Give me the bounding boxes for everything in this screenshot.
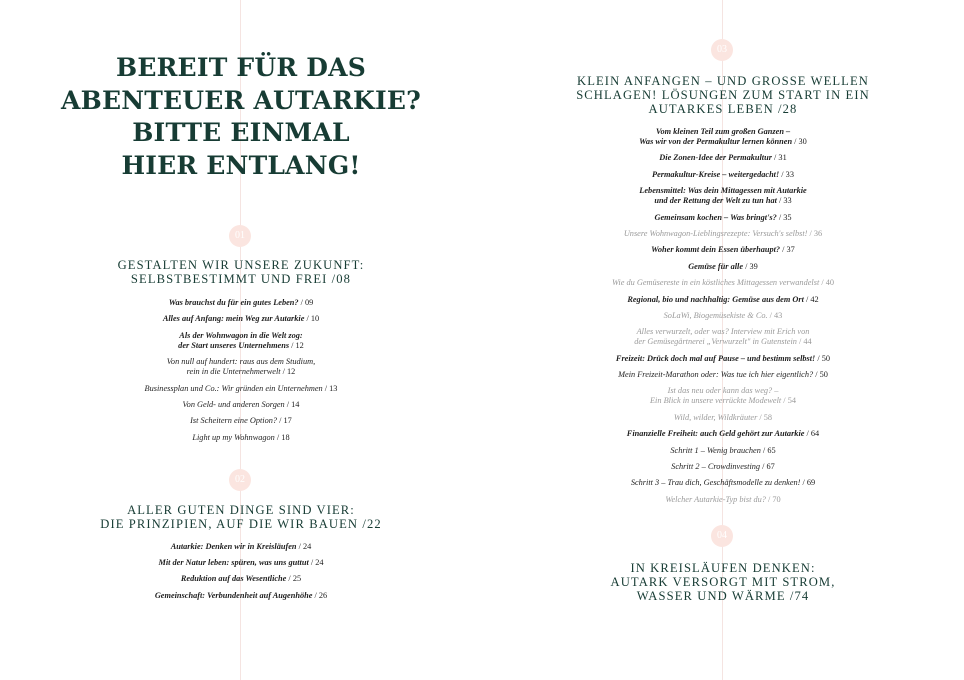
toc-entry-page: / 64	[804, 429, 820, 439]
toc-entry-title: Ist das neu oder kann das weg? – Ein Blick in unsere verrückte Modewelt	[649, 386, 782, 406]
toc-entry[interactable]	[542, 311, 904, 321]
toc-entry-title: Permakultur-Kreise – weitergedacht!	[652, 169, 780, 179]
toc-entry[interactable]	[542, 327, 904, 347]
toc-entry-title: Schritt 3 – Trau dich, Geschäftsmodelle zu denken!	[630, 478, 801, 488]
toc-entry[interactable]	[60, 542, 422, 552]
toc-entry[interactable]	[60, 400, 422, 410]
toc-entry-title: Schritt 2 – Crowdinvesting	[671, 462, 761, 472]
toc-entry-title: Businessplan und Co.: Wir gründen ein Unternehmen	[144, 383, 323, 393]
toc-entry-page: / 44	[796, 337, 812, 347]
toc-entry-title: Von Geld- und anderen Sorgen	[182, 399, 285, 409]
section-heading-02[interactable]: ALLER GUTEN DINGE SIND VIER: DIE PRINZIPIEN, AUF DIE WIR BAUEN /22	[100, 503, 382, 531]
toc-entry-title: Alles verwurzelt, oder was? Interview mit Erich von der Gemüsegärtnerei „Verwurzelt" in Gutenstein	[634, 327, 810, 347]
toc-entry-page: / 09	[298, 298, 314, 307]
toc-entry-title: Reduktion auf das Wesentliche	[180, 574, 287, 584]
toc-entry-title: Freizeit: Drück doch mal auf Pause – und bestimm selbst!	[615, 353, 816, 363]
toc-entry-page: / 26	[312, 590, 328, 600]
toc-entry-page: / 40	[819, 278, 835, 288]
page-title	[60, 52, 422, 182]
toc-entry-title: Wild, wilder, Wildkräuter	[673, 412, 758, 422]
toc-entry[interactable]	[542, 278, 904, 288]
toc-entry-title: Vom kleinen Teil zum großen Ganzen – Was wir von der Permakultur lernen können	[639, 127, 793, 146]
toc-entry-page: / 24	[296, 542, 312, 551]
toc-entry-page: / 13	[322, 383, 338, 393]
toc-entry-title: Gemüse für alle	[688, 261, 744, 271]
title-text: BEREIT FÜR DAS ABENTEUER AUTARKIE? BITTE EINMAL HIER ENTLANG!	[61, 53, 421, 180]
toc-entry-page: / 10	[304, 314, 320, 324]
toc-entry-title: Ist Scheitern eine Option?	[190, 416, 278, 426]
toc-entry-title: Autarkie: Denken wir in Kreisläufen	[170, 542, 297, 551]
toc-entry[interactable]	[542, 245, 904, 255]
toc-entry-page: / 43	[767, 310, 783, 320]
toc-entry[interactable]	[542, 262, 904, 272]
toc-entry[interactable]	[60, 558, 422, 568]
toc-entry-title: Wie du Gemüsereste in ein köstliches Mittagessen verwandelst	[611, 278, 820, 288]
toc-entry-title: Mit der Natur leben: spüren, was uns guttut	[158, 558, 309, 568]
toc-entry[interactable]	[542, 295, 904, 305]
toc-entry[interactable]	[542, 495, 904, 505]
toc-entry[interactable]	[60, 331, 422, 351]
toc-entry[interactable]	[542, 386, 904, 406]
toc-entry-title: Von null auf hundert: raus aus dem Studium, rein in die Unternehmerwelt	[166, 357, 316, 377]
toc-entry[interactable]	[542, 413, 904, 423]
toc-entry-page: / 18	[274, 432, 290, 442]
toc-entry[interactable]	[542, 213, 904, 223]
section-heading-01[interactable]: GESTALTEN WIR UNSERE ZUKUNFT: SELBSTBESTIMMT UND FREI /08	[117, 258, 365, 286]
toc-entry-page: / 33	[779, 169, 794, 179]
toc-entry[interactable]	[542, 354, 904, 364]
toc-entry-title: Was brauchst du für ein gutes Leben?	[168, 298, 299, 307]
toc-entry-page: / 69	[800, 478, 816, 488]
section-01-entries	[60, 298, 422, 449]
section-heading-04[interactable]: IN KREISLÄUFEN DENKEN: AUTARK VERSORGT MIT STROM, WASSER UND WÄRME /74	[610, 561, 836, 603]
section-heading-03[interactable]: KLEIN ANFANGEN – UND GROSSE WELLEN SCHLAGEN! LÖSUNGEN ZUM START IN EIN AUTARKES LEBEN /28	[576, 74, 870, 116]
toc-entry[interactable]	[542, 170, 904, 180]
toc-entry[interactable]	[542, 478, 904, 488]
toc-entry-page: / 54	[781, 396, 796, 406]
toc-entry-title: Als der Wohnwagon in die Welt zog: der Start unseres Unternehmens	[178, 330, 303, 350]
toc-entry-page: / 12	[289, 340, 304, 350]
toc-entry-title: Finanzielle Freiheit: auch Geld gehört zur Autarkie	[626, 429, 805, 439]
toc-entry-page: / 36	[807, 228, 823, 238]
toc-entry-title: Unsere Wohnwagon-Lieblingsrezepte: Versuch's selbst!	[623, 228, 808, 238]
toc-entry[interactable]	[60, 314, 422, 324]
toc-entry[interactable]	[60, 574, 422, 584]
toc-entry-title: SoLaWi, Biogemüsekiste & Co.	[663, 310, 768, 320]
section-03-entries	[542, 127, 904, 511]
toc-entry-page: / 12	[280, 367, 296, 377]
toc-entry-title: Regional, bio und nachhaltig: Gemüse aus dem Ort	[627, 294, 804, 304]
toc-entry[interactable]	[60, 591, 422, 601]
section-02-entries	[60, 542, 422, 607]
toc-entry-page: / 35	[776, 212, 792, 222]
section-number-04: 04	[711, 525, 733, 547]
toc-entry-title: Alles auf Anfang: mein Weg zur Autarkie	[162, 314, 305, 324]
toc-entry-page: / 17	[277, 416, 292, 426]
toc-entry-title: Mein Freizeit-Marathon oder: Was tue ich hier eigentlich?	[618, 370, 814, 380]
toc-entry-page: / 14	[284, 399, 300, 409]
toc-entry-page: / 50	[815, 353, 831, 363]
toc-entry-page: / 70	[765, 494, 781, 504]
toc-entry-title: Schritt 1 – Wenig brauchen	[670, 445, 761, 455]
toc-entry-title: Gemeinschaft: Verbundenheit auf Augenhöhe	[154, 590, 313, 600]
toc-entry[interactable]	[542, 446, 904, 456]
toc-entry-title: Gemeinsam kochen – Was bringt's?	[654, 212, 777, 222]
toc-entry-page: / 42	[803, 294, 819, 304]
toc-entry-page: / 31	[771, 153, 787, 163]
toc-entry-page: / 25	[286, 574, 302, 584]
toc-entry[interactable]	[542, 370, 904, 380]
toc-entry[interactable]	[542, 186, 904, 206]
toc-entry[interactable]	[60, 298, 422, 308]
section-number-01: 01	[229, 225, 251, 247]
toc-entry[interactable]	[542, 429, 904, 439]
toc-entry[interactable]	[542, 229, 904, 239]
section-number-03: 03	[711, 39, 733, 61]
toc-entry[interactable]	[60, 433, 422, 443]
toc-entry-page: / 33	[776, 196, 792, 206]
toc-entry-title: Die Zonen-Idee der Permakultur	[659, 153, 772, 163]
toc-entry[interactable]	[542, 462, 904, 472]
toc-entry-page: / 30	[792, 137, 807, 146]
toc-entry-page: / 37	[780, 245, 795, 255]
toc-entry[interactable]	[542, 127, 904, 147]
toc-entry-page: / 39	[743, 261, 758, 271]
toc-entry-title: Welcher Autarkie-Typ bist du?	[665, 494, 766, 504]
toc-entry-title: Lebensmittel: Was dein Mittagessen mit Autarkie und der Rettung der Welt zu tun hat	[639, 186, 807, 206]
toc-entry[interactable]	[60, 384, 422, 394]
toc-entry[interactable]	[60, 416, 422, 426]
toc-entry-page: / 67	[760, 462, 775, 472]
toc-entry-page: / 58	[757, 412, 773, 422]
toc-entry[interactable]	[60, 357, 422, 377]
toc-entry-title: Woher kommt dein Essen überhaupt?	[651, 245, 781, 255]
toc-entry-page: / 24	[308, 558, 324, 568]
toc-entry-page: / 50	[813, 370, 828, 380]
toc-entry[interactable]	[542, 153, 904, 163]
toc-entry-page: / 65	[760, 445, 776, 455]
section-number-02: 02	[229, 469, 251, 491]
toc-entry-title: Light up my Wohnwagon	[192, 432, 275, 442]
